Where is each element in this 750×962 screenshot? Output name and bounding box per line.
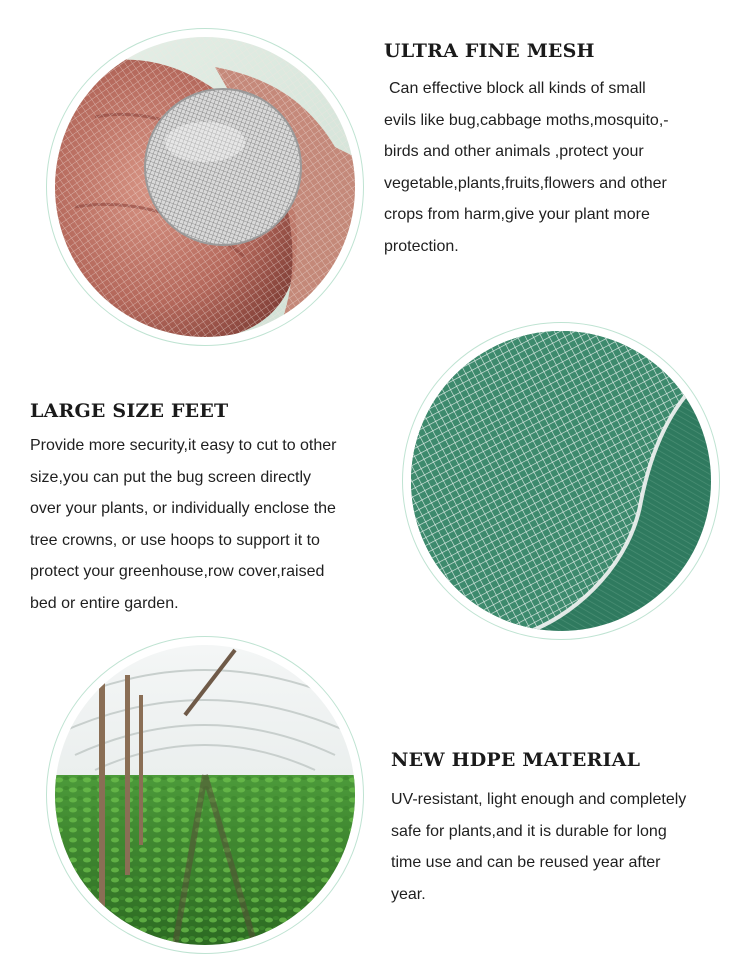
text-line: year. bbox=[391, 885, 426, 903]
section-body-large-size-feet bbox=[30, 430, 395, 619]
section-body-ultra-fine-mesh bbox=[384, 73, 740, 262]
section-title-large-size-feet: LARGE SIZE FEET bbox=[30, 400, 229, 422]
text-line: evils like bug,cabbage moths,mosquito,- bbox=[384, 111, 669, 129]
text-line: safe for plants,and it is durable for long bbox=[391, 822, 667, 840]
text-line: birds and other animals ,protect your bbox=[384, 143, 644, 160]
greenhouse-photo bbox=[55, 645, 355, 945]
mesh-closeup-photo bbox=[55, 37, 355, 337]
text-line: over your plants, or individually enclose the bbox=[30, 500, 336, 517]
text-line: time use and can be reused year after bbox=[391, 854, 661, 871]
section-title-ultra-fine-mesh: ULTRA FINE MESH bbox=[384, 40, 595, 62]
section-body-new-hdpe-material bbox=[391, 784, 741, 910]
text-line: Can effective block all kinds of small bbox=[389, 80, 646, 97]
text-line: size,you can put the bug screen directly bbox=[30, 468, 312, 486]
text-line: vegetable,plants,fruits,flowers and other bbox=[384, 174, 667, 192]
text-line: bed or entire garden. bbox=[30, 594, 179, 612]
text-line: Provide more security,it easy to cut to other bbox=[30, 437, 337, 454]
text-line: protect your greenhouse,row cover,raised bbox=[30, 563, 325, 580]
text-line: crops from harm,give your plant more bbox=[384, 206, 650, 223]
green-netting-photo bbox=[411, 331, 711, 631]
text-line: UV-resistant, light enough and completely bbox=[391, 791, 687, 808]
text-line: protection. bbox=[384, 237, 459, 255]
section-title-new-hdpe-material: NEW HDPE MATERIAL bbox=[391, 749, 641, 771]
text-line: tree crowns, or use hoops to support it to bbox=[30, 531, 320, 549]
